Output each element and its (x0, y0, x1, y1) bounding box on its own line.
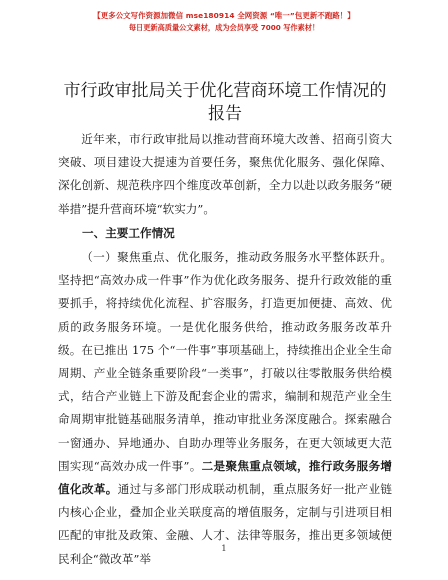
page-number: 1 (221, 544, 227, 554)
intro-paragraph: 近年来，市行政审批局以推动营商环境大改善、招商引资大突破、项目建设大提速为首要任务，聚焦优化服务、强化保障、深化创新、规范秩序四个维度改革创新，全力以赴以政务服务“硬举措”提升营商环境“软实力”。 (58, 132, 392, 216)
section-heading-main-work: 一、主要工作情况 (82, 226, 175, 240)
work-paragraph-part-1: （一）聚焦重点、优化服务，推动政务服务水平整体跃升。坚持把“高效办成一件事”作为优化政务服务、提升行政效能的重要抓手，将持续优化流程、扩容服务，打造更加便捷、高效、优质的政务服务环境。一是优化服务供给，推动政务服务改革升级。在已推出 175 个“一件事”事项基础上，持续推出企业全生命周期、产业全链条重要阶段“一类事”，打破以往零散服务供给模式，结合产业链上下游及配套企业的需求，编制和规范产业全生命周期审批链基础服务清单，推动审批业务深度融合。探索融合一窗通办、异地通办、自助办理等业务服务，在更大领域更大范围实现“高效办成一件事”。 (58, 250, 392, 473)
promo-banner-line-1: 【更多公文写作资源加微信 mse180914 全网资源 “唯一”包更新不跑路！】 (93, 11, 355, 20)
document-title: 市行政审批局关于优化营商环境工作情况的报告 (63, 81, 387, 124)
work-paragraph-bold-lead: 二是聚焦重点领域，推行政务服务增值化改革。 (58, 458, 392, 497)
work-paragraph-part-2: 通过与多部门形成联动机制，重点服务好一批产业链内核心企业，叠加企业关联度高的增值服务，定制与引进项目相匹配的审批及政策、金融、人才、法律等服务，推出更多领域便民利企“微改革”举 (58, 482, 392, 566)
work-paragraph (58, 246, 392, 571)
promo-banner-line-2: 每日更新高质量公文素材，成为会员享受 7000 写作素材！ (128, 23, 320, 32)
